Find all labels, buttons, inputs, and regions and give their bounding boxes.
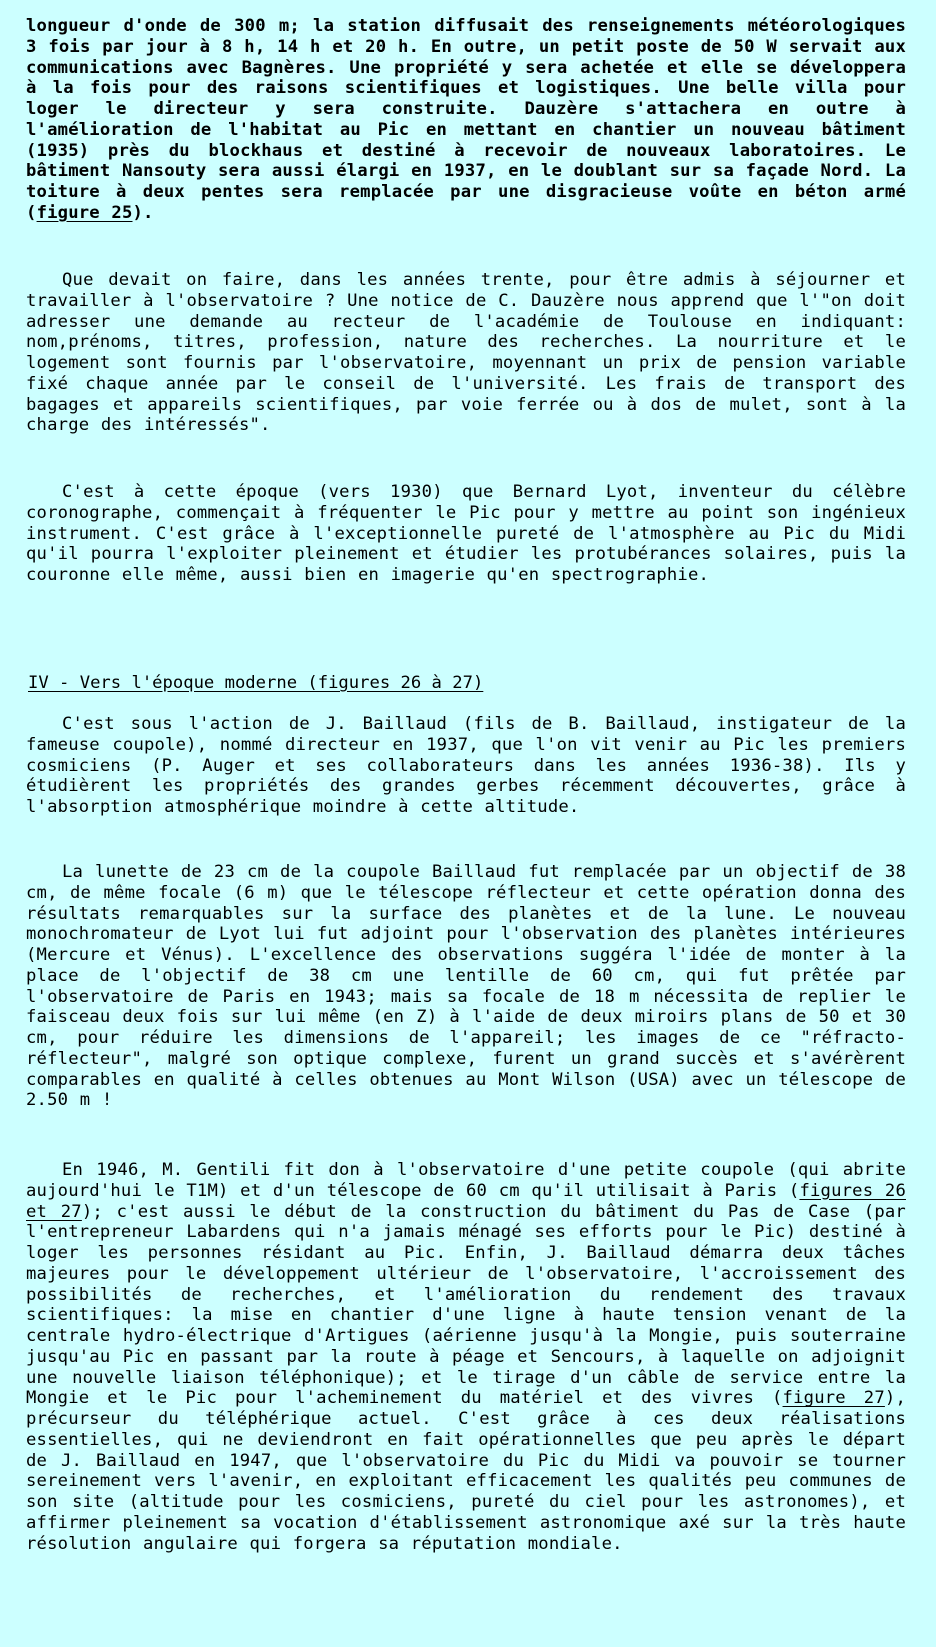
figure-reference-b: figure 27 <box>782 1388 885 1409</box>
paragraph-text-a: En 1946, M. Gentili fit don à l'observatoire d'une petite coupole (qui abrite aujourd'hui le T1M) et d'un télescope de 60 cm qu'il utilisait à Paris ( <box>26 1160 906 1201</box>
paragraph-text: C'est sous l'action de J. Baillaud (fils de B. Baillaud, instigateur de la fameuse coupole), nommé directeur en 1937, que l'on vit venir au Pic les premiers cosmiciens (P. Auger et ses collaborateurs dans les années 1936-38). Ils y étudièrent les propriétés des grandes gerbes récemment découvertes, grâce à l'absorption atmosphérique moindre à cette altitude. <box>26 714 906 817</box>
paragraph-text-b: ); c'est aussi le début de la construction du bâtiment du Pas de Case (par l'entrepreneur Labardens qui n'a jamais ménagé ses efforts pour le Pic) destiné à loger les personnes résidant au Pic. Enfin, J. Baillaud démarra deux tâches majeures pour le développement ultérieur de l'observatoire, l'accroissement des possibilités de recherches, et l'amélioration du rendement des travaux scientifiques: la mise en chantier d'une ligne à haute tension venant de la centrale hydro-électrique d'Artigues (aérienne jusqu'à la Mongie, puis souterraine jusqu'au Pic en passant par la route à péage et Sencours, à laquelle on adjoignit une nouvelle liaison téléphonique); et le tirage d'un câble de service entre la Mongie et le Pic pour l'acheminement du matériel et des vivres ( <box>26 1201 906 1409</box>
paragraph-admission-notice <box>26 270 906 436</box>
figure-reference: figure 25 <box>36 202 133 223</box>
paragraph-lyot <box>26 482 906 586</box>
paragraph-cosmic-rays <box>26 714 906 818</box>
paragraph-text: Que devait on faire, dans les années trente, pour être admis à séjourner et travailler à l'observatoire ? Une notice de C. Dauzère nous apprend que l'"on doit adresser une demande au recteur de l'académie de Toulouse en indiquant: nom,prénoms, titres, profession, nature des recherches. La nourriture et le logement sont fournis par l'observatoire, moyennant un prix de pension variable fixé chaque année par le conseil de l'université. Les frais de transport des bagages et appareils scientifiques, par voie ferrée ou à dos de mulet, sont à la charge des intéressés". <box>26 270 906 436</box>
paragraph-text: La lunette de 23 cm de la coupole Baillaud fut remplacée par un objectif de 38 cm, de même focale (6 m) que le télescope réflecteur et cette opération donna des résultats remarquables sur la surface des planètes et de la lune. Le nouveau monochromateur de Lyot lui fut adjoint pour l'observation des planètes intérieures (Mercure et Vénus). L'excellence des observations suggéra l'idée de monter à la place de l'objectif de 38 cm une lentille de 60 cm, qui fut prêtée par l'observatoire de Paris en 1943; mais sa focale de 18 m nécessita de replier le faisceau deux fois sur lui même (en Z) à l'aide de deux miroirs plans de 50 et 30 cm, pour réduire les dimensions de l'appareil; les images de ce "réfracto-réflecteur", malgré son optique complexe, furent un grand succès et s'avérèrent comparables en qualité à celles obtenues au Mont Wilson (USA) avec un télescope de 2.50 m ! <box>26 862 906 1111</box>
paragraph-end: ). <box>132 202 154 223</box>
paragraph-text-c: ), précurseur du téléphérique actuel. C'est grâce à ces deux réalisations essentielles, qui ne deviendront en fait opérationnelles que peu après le départ de J. Baillaud en 1947, que l'observatoire du Pic du Midi va pouvoir se tourner sereinement vers l'avenir, en exploitant efficacement les qualités peu communes de son site (altitude pour les cosmiciens, pureté du ciel pour les astronomes), et affirmer pleinement sa vocation d'établissement astronomique axé sur la très haute résolution angulaire qui forgera sa réputation mondiale. <box>26 1388 906 1554</box>
paragraph-text: C'est à cette époque (vers 1930) que Bernard Lyot, inventeur du célèbre coronographe, commençait à fréquenter le Pic pour y mettre au point son ingénieux instrument. C'est grâce à l'exceptionnelle pureté de l'atmosphère au Pic du Midi qu'il pourra l'exploiter pleinement et étudier les protubérances solaires, puis la couronne elle même, aussi bien en imagerie qu'en spectrographie. <box>26 482 906 585</box>
paragraph-radio-station <box>26 16 906 224</box>
figure-reference-a: figures 26 et 27 <box>26 1180 906 1222</box>
paragraph-gentili <box>26 1160 906 1554</box>
paragraph-telescope <box>26 862 906 1111</box>
section-heading: IV - Vers l'époque moderne (figures 26 à 27) <box>28 673 484 693</box>
paragraph-text: longueur d'onde de 300 m; la station diffusait des renseignements météorologiques 3 fois par jour à 8 h, 14 h et 20 h. En outre, un petit poste de 50 W servait aux communications avec Bagnères. Une propriété y sera achetée et elle se développera à la fois pour des raisons scientifiques et logistiques. Une belle villa pour loger le directeur y sera construite. Dauzère s'attachera en outre à l'amélioration de l'habitat au Pic en mettant en chantier un nouveau bâtiment (1935) près du blockhaus et destiné à recevoir de nouveaux laboratoires. Le bâtiment Nansouty sera aussi élargi en 1937, en le doublant sur sa façade Nord. La toiture à deux pentes sera remplacée par une disgracieuse voûte en béton armé ( <box>26 16 906 223</box>
